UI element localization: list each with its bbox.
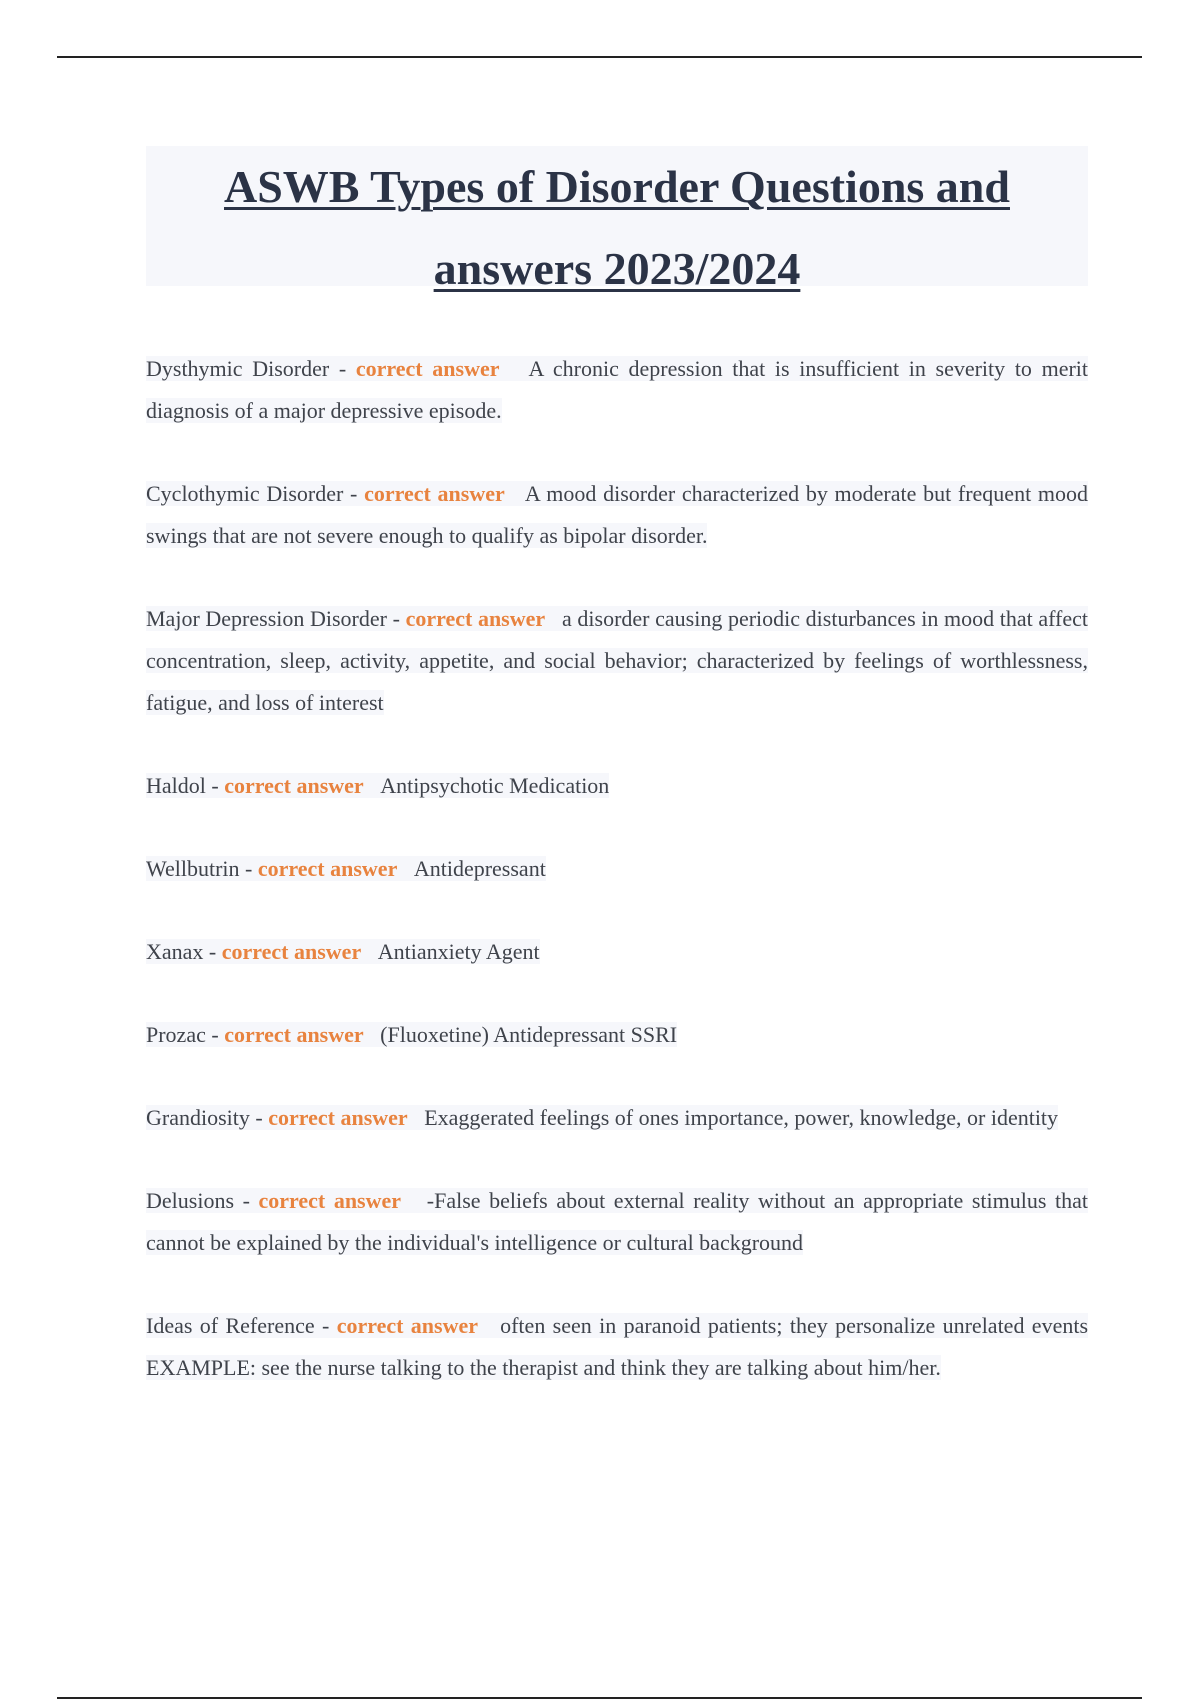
correct-answer-label: correct answer: [364, 481, 505, 506]
qa-term: Cyclothymic Disorder: [146, 481, 344, 506]
correct-answer-label: correct answer: [355, 356, 500, 381]
qa-definition: A mood disorder characterized by moderate but frequent mood swings that are not severe enough to qualify as bipolar disorder.: [146, 481, 1089, 548]
qa-item-xanax: [146, 931, 1088, 973]
correct-answer-label: correct answer: [336, 1313, 479, 1338]
qa-term: Xanax: [146, 939, 204, 964]
qa-definition: A chronic depression that is insufficient in severity to merit diagnosis of a major depressive episode.: [146, 356, 1089, 423]
qa-separator: -: [386, 606, 406, 631]
qa-definition: Antidepressant: [413, 856, 546, 881]
qa-item-delusions: [146, 1180, 1088, 1264]
qa-separator: -: [203, 939, 222, 964]
correct-answer-label: correct answer: [257, 856, 398, 881]
qa-definition: Antipsychotic Medication: [380, 773, 610, 798]
qa-term: Ideas of Reference: [146, 1313, 315, 1338]
qa-item-grandiosity: [146, 1097, 1088, 1139]
qa-item-ideas-of-reference: [146, 1305, 1088, 1389]
qa-term: Haldol: [146, 773, 206, 798]
qa-term: Dysthymic Disorder: [146, 356, 330, 381]
qa-term: Prozac: [146, 1022, 206, 1047]
qa-definition: often seen in paranoid patients; they personalize unrelated events EXAMPLE: see the nurse talking to the therapist and think they are talking about him/her.: [146, 1313, 1089, 1380]
qa-definition: a disorder causing periodic disturbances in mood that affect concentration, sleep, activity, appetite, and social behavior; characterized by feelings of worthlessness, fatigue, and loss of interest: [146, 606, 1089, 715]
correct-answer-label: correct answer: [258, 1188, 402, 1213]
correct-answer-label: correct answer: [405, 606, 546, 631]
qa-separator: -: [205, 1022, 225, 1047]
qa-term: Grandiosity: [146, 1105, 250, 1130]
qa-definition: Exaggerated feelings of ones importance, power, knowledge, or identity: [424, 1105, 1059, 1130]
qa-item-prozac: [146, 1014, 1088, 1056]
qa-item-major-depression: [146, 598, 1088, 724]
qa-separator: -: [239, 856, 258, 881]
qa-separator: -: [249, 1105, 269, 1130]
document-title: ASWB Types of Disorder Questions and answers 2023/2024: [224, 161, 1010, 294]
qa-separator: -: [234, 1188, 259, 1213]
qa-term: Wellbutrin: [146, 856, 240, 881]
qa-definition: -False beliefs about external reality without an appropriate stimulus that cannot be explained by the individual's intelligence or cultural background: [146, 1188, 1089, 1255]
qa-term: Major Depression Disorder: [146, 606, 387, 631]
qa-item-dysthymic: [146, 348, 1088, 432]
correct-answer-label: correct answer: [224, 1022, 364, 1047]
qa-item-haldol: [146, 765, 1088, 807]
correct-answer-label: correct answer: [224, 773, 364, 798]
correct-answer-label: correct answer: [221, 939, 362, 964]
title-block: [146, 146, 1088, 294]
qa-definition: (Fluoxetine) Antidepressant SSRI: [380, 1022, 678, 1047]
qa-list: [146, 348, 1088, 1430]
qa-definition: Antianxiety Agent: [377, 939, 540, 964]
qa-item-cyclothymic: [146, 473, 1088, 557]
qa-item-wellbutrin: [146, 848, 1088, 890]
correct-answer-label: correct answer: [268, 1105, 408, 1130]
qa-separator: -: [314, 1313, 337, 1338]
bottom-rule: [57, 1697, 1142, 1699]
top-rule: [57, 56, 1142, 58]
qa-separator: -: [329, 356, 356, 381]
qa-separator: -: [343, 481, 365, 506]
qa-separator: -: [205, 773, 225, 798]
qa-term: Delusions: [146, 1188, 234, 1213]
